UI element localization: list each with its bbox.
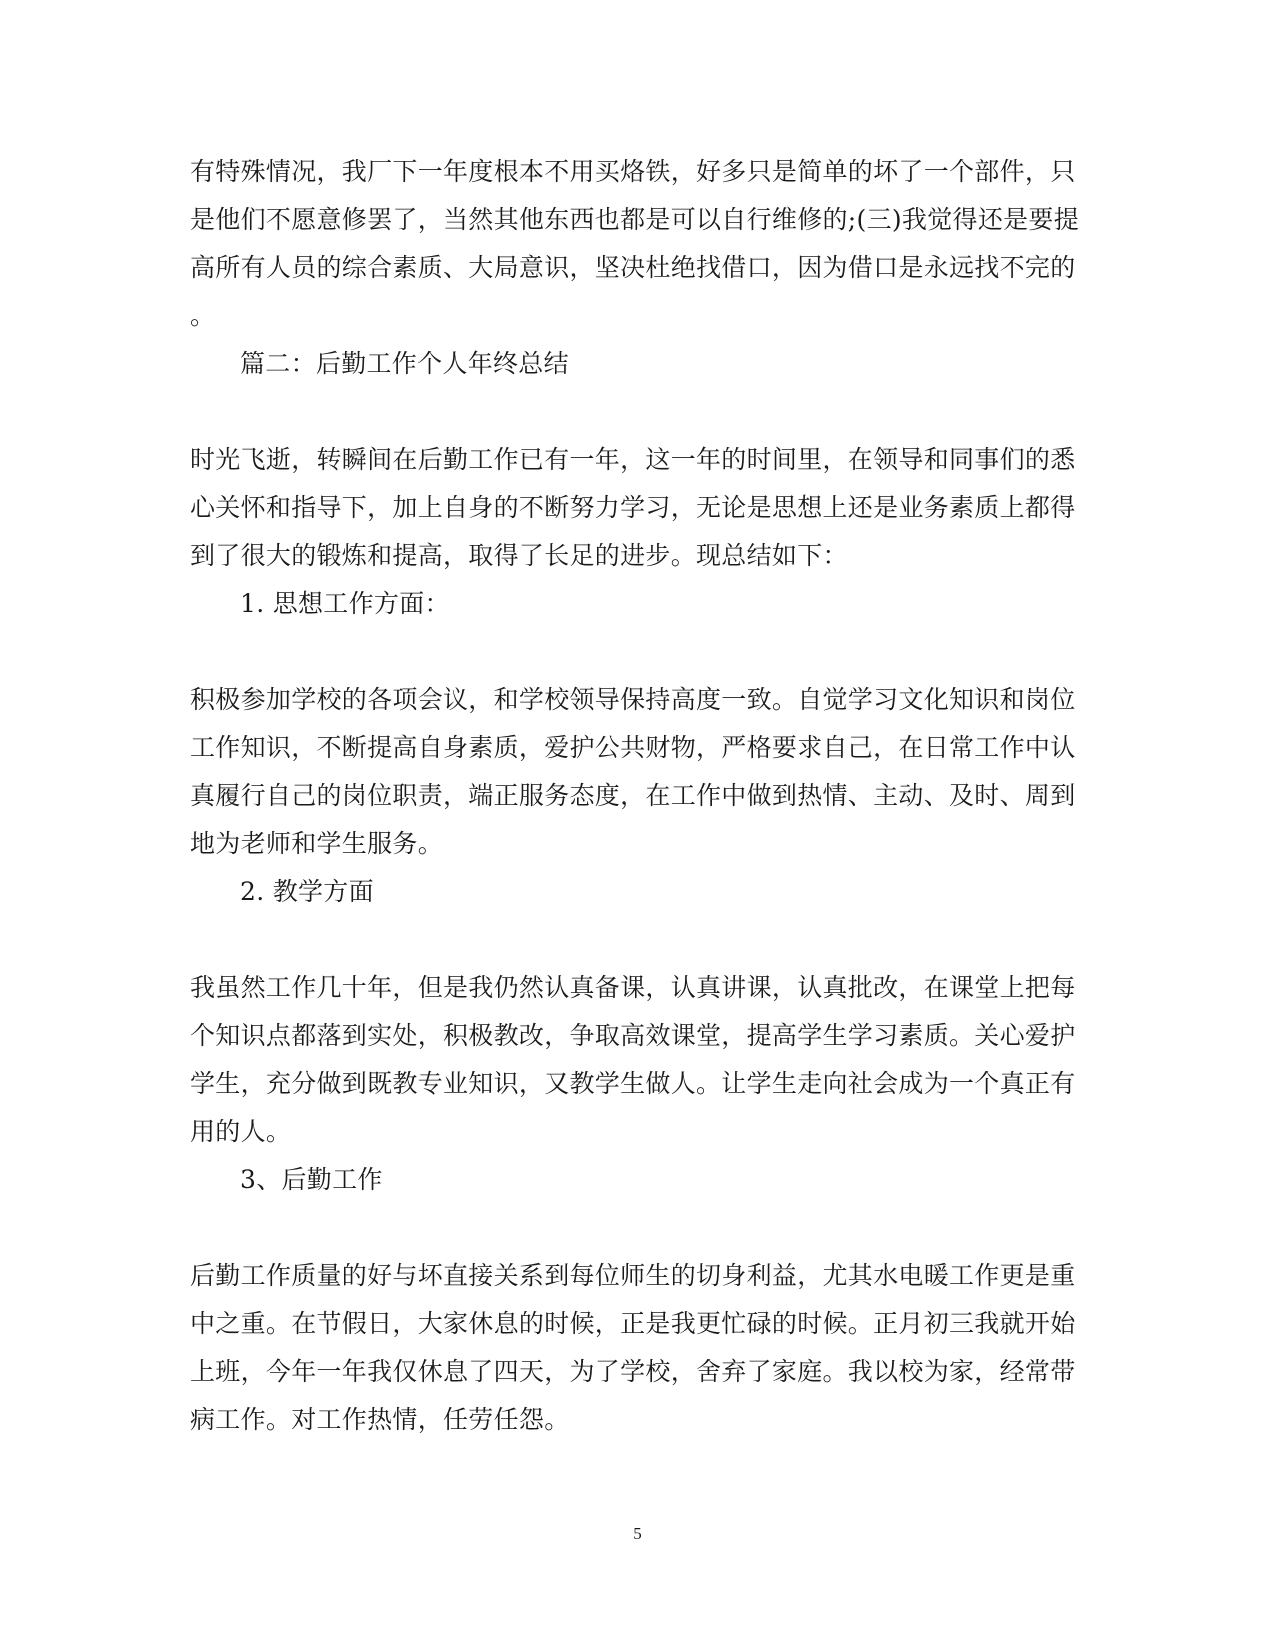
- paragraph-line: 后勤工作质量的好与坏直接关系到每位师生的切身利益，尤其水电暖工作更是重: [190, 1261, 1076, 1290]
- paragraph-line: 心关怀和指导下，加上自身的不断努力学习，无论是思想上还是业务素质上都得: [190, 493, 1076, 522]
- paragraph-line: 上班，今年一年我仅休息了四天，为了学校，舍弃了家庭。我以校为家，经常带: [190, 1357, 1076, 1386]
- paragraph-line: 时光飞逝，转瞬间在后勤工作已有一年，这一年的时间里，在领导和同事们的悉: [190, 445, 1076, 474]
- paragraph-line: 病工作。对工作热情，任劳任怨。: [190, 1405, 570, 1434]
- paragraph-line: 我虽然工作几十年，但是我仍然认真备课，认真讲课，认真批改，在课堂上把每: [190, 973, 1076, 1002]
- section-title: 篇二：后勤工作个人年终总结: [240, 349, 569, 378]
- paragraph-line: 个知识点都落到实处，积极教改，争取高效课堂，提高学生学习素质。关心爱护: [190, 1021, 1076, 1050]
- paragraph-line: 学生，充分做到既教专业知识，又教学生做人。让学生走向社会成为一个真正有: [190, 1069, 1076, 1098]
- paragraph-line: 用的人。: [190, 1117, 292, 1146]
- subheading: 1. 思想工作方面：: [240, 589, 450, 618]
- paragraph-line: 工作知识，不断提高自身素质，爱护公共财物，严格要求自己，在日常工作中认: [190, 733, 1076, 762]
- page-number: 5: [633, 1524, 642, 1543]
- paragraph-line: 到了很大的锻炼和提高，取得了长足的进步。现总结如下：: [190, 541, 848, 570]
- paragraph-line: 是他们不愿意修罢了，当然其他东西也都是可以自行维修的;(三)我觉得还是要提: [190, 205, 1080, 234]
- paragraph-line: 中之重。在节假日，大家休息的时候，正是我更忙碌的时候。正月初三我就开始: [190, 1309, 1076, 1338]
- paragraph-line: 高所有人员的综合素质、大局意识，坚决杜绝找借口，因为借口是永远找不完的: [190, 253, 1076, 282]
- paragraph-line: 有特殊情况，我厂下一年度根本不用买烙铁，好多只是简单的坏了一个部件，只: [190, 157, 1076, 186]
- subheading: 3、后勤工作: [240, 1165, 383, 1194]
- paragraph-line: 地为老师和学生服务。: [190, 829, 444, 858]
- paragraph-line: 。: [190, 301, 216, 330]
- paragraph-line: 积极参加学校的各项会议，和学校领导保持高度一致。自觉学习文化知识和岗位: [190, 685, 1076, 714]
- paragraph-line: 真履行自己的岗位职责，端正服务态度，在工作中做到热情、主动、及时、周到: [190, 781, 1076, 810]
- subheading: 2. 教学方面: [240, 877, 374, 906]
